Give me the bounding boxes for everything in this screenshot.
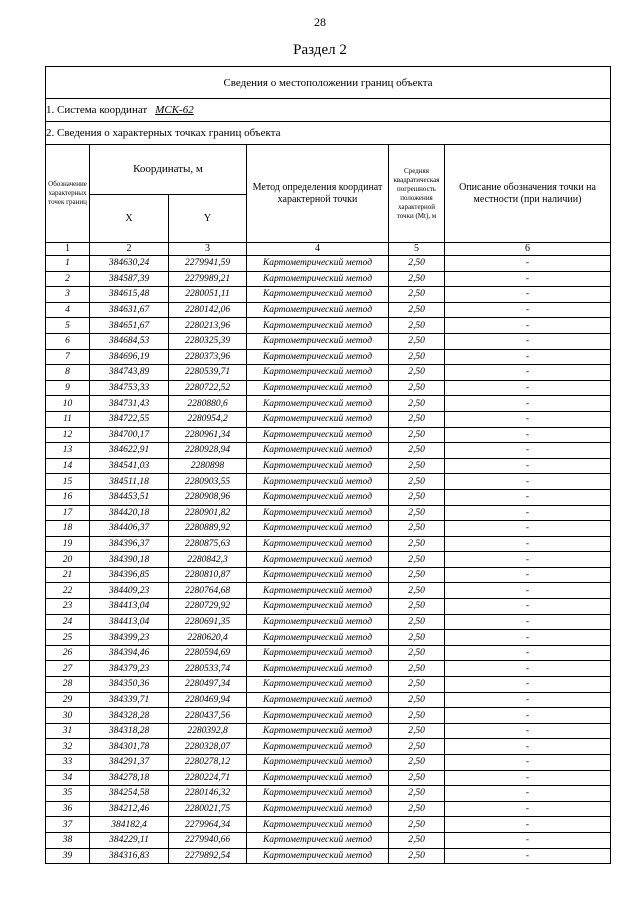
coord-system-row	[46, 99, 611, 122]
points-section-label: 2. Сведения о характерных точках границ объекта	[46, 122, 611, 145]
x-coordinate-cell: 384254,58	[90, 786, 169, 802]
point-number-cell: 15	[46, 474, 90, 490]
method-cell: Картометрический метод	[247, 349, 389, 365]
point-number-cell: 7	[46, 349, 90, 365]
description-cell: -	[445, 443, 611, 459]
header-method: Метод определения координат характерной точки	[247, 145, 389, 243]
error-cell: 2,50	[389, 521, 445, 537]
y-coordinate-cell: 2280213,96	[169, 318, 247, 334]
y-coordinate-cell: 2280880,6	[169, 396, 247, 412]
point-number-cell: 21	[46, 567, 90, 583]
error-cell: 2,50	[389, 567, 445, 583]
error-cell: 2,50	[389, 661, 445, 677]
method-cell: Картометрический метод	[247, 677, 389, 693]
y-coordinate-cell: 2280594,69	[169, 645, 247, 661]
header-coordinates: Координаты, м	[90, 145, 247, 195]
y-coordinate-cell: 2280142,06	[169, 302, 247, 318]
point-number-cell: 8	[46, 365, 90, 381]
y-coordinate-cell: 2280533,74	[169, 661, 247, 677]
error-cell: 2,50	[389, 786, 445, 802]
y-coordinate-cell: 2280722,52	[169, 380, 247, 396]
table-row	[46, 458, 611, 474]
table-row	[46, 396, 611, 412]
table-row	[46, 505, 611, 521]
x-coordinate-cell: 384291,37	[90, 755, 169, 771]
error-cell: 2,50	[389, 817, 445, 833]
x-coordinate-cell: 384328,28	[90, 708, 169, 724]
point-number-cell: 9	[46, 380, 90, 396]
x-coordinate-cell: 384212,46	[90, 801, 169, 817]
point-number-cell: 35	[46, 786, 90, 802]
description-cell: -	[445, 755, 611, 771]
header-description: Описание обозначения точки на местности (при наличии)	[445, 145, 611, 243]
description-cell: -	[445, 474, 611, 490]
point-number-cell: 37	[46, 817, 90, 833]
method-cell: Картометрический метод	[247, 318, 389, 334]
x-coordinate-cell: 384684,53	[90, 333, 169, 349]
x-coordinate-cell: 384394,46	[90, 645, 169, 661]
x-coordinate-cell: 384413,04	[90, 614, 169, 630]
error-cell: 2,50	[389, 614, 445, 630]
point-number-cell: 3	[46, 287, 90, 303]
y-coordinate-cell: 2280889,92	[169, 521, 247, 537]
y-coordinate-cell: 2280691,35	[169, 614, 247, 630]
description-cell: -	[445, 599, 611, 615]
method-cell: Картометрический метод	[247, 256, 389, 272]
x-coordinate-cell: 384399,23	[90, 630, 169, 646]
x-coordinate-cell: 384700,17	[90, 427, 169, 443]
error-cell: 2,50	[389, 505, 445, 521]
error-cell: 2,50	[389, 583, 445, 599]
header-designation: Обозначение характерных точек границ	[46, 145, 90, 243]
description-cell: -	[445, 630, 611, 646]
method-cell: Картометрический метод	[247, 411, 389, 427]
point-number-cell: 13	[46, 443, 90, 459]
y-coordinate-cell: 2280729,92	[169, 599, 247, 615]
error-cell: 2,50	[389, 645, 445, 661]
coord-system-label: 1. Система координат	[46, 104, 148, 116]
method-cell: Картометрический метод	[247, 521, 389, 537]
y-coordinate-cell: 2280903,55	[169, 474, 247, 490]
point-number-cell: 28	[46, 677, 90, 693]
description-cell: -	[445, 521, 611, 537]
description-cell: -	[445, 708, 611, 724]
x-coordinate-cell: 384350,36	[90, 677, 169, 693]
y-coordinate-cell: 2280961,34	[169, 427, 247, 443]
method-cell: Картометрический метод	[247, 723, 389, 739]
description-cell: -	[445, 817, 611, 833]
description-cell: -	[445, 536, 611, 552]
method-cell: Картометрический метод	[247, 333, 389, 349]
header-error: Средняя квадратическая погрешность положения характерной точки (Mt), м	[389, 145, 445, 243]
method-cell: Картометрический метод	[247, 458, 389, 474]
point-number-cell: 39	[46, 848, 90, 864]
description-cell: -	[445, 489, 611, 505]
method-cell: Картометрический метод	[247, 692, 389, 708]
x-coordinate-cell: 384722,55	[90, 411, 169, 427]
x-coordinate-cell: 384379,23	[90, 661, 169, 677]
y-coordinate-cell: 2279941,59	[169, 256, 247, 272]
point-number-cell: 17	[46, 505, 90, 521]
point-number-cell: 11	[46, 411, 90, 427]
description-cell: -	[445, 271, 611, 287]
y-coordinate-cell: 2280469,94	[169, 692, 247, 708]
y-coordinate-cell: 2280497,34	[169, 677, 247, 693]
header-x: X	[90, 195, 169, 243]
y-coordinate-cell: 2279964,34	[169, 817, 247, 833]
y-coordinate-cell: 2279989,21	[169, 271, 247, 287]
x-coordinate-cell: 384630,24	[90, 256, 169, 272]
error-cell: 2,50	[389, 755, 445, 771]
method-cell: Картометрический метод	[247, 661, 389, 677]
point-number-cell: 20	[46, 552, 90, 568]
method-cell: Картометрический метод	[247, 427, 389, 443]
method-cell: Картометрический метод	[247, 755, 389, 771]
x-coordinate-cell: 384396,85	[90, 567, 169, 583]
point-number-cell: 24	[46, 614, 90, 630]
method-cell: Картометрический метод	[247, 739, 389, 755]
point-number-cell: 30	[46, 708, 90, 724]
table-row	[46, 832, 611, 848]
table-row	[46, 723, 611, 739]
x-coordinate-cell: 384511,18	[90, 474, 169, 490]
description-cell: -	[445, 505, 611, 521]
point-number-cell: 4	[46, 302, 90, 318]
method-cell: Картометрический метод	[247, 302, 389, 318]
y-coordinate-cell: 2280928,94	[169, 443, 247, 459]
x-coordinate-cell: 384406,37	[90, 521, 169, 537]
description-cell: -	[445, 287, 611, 303]
point-number-cell: 38	[46, 832, 90, 848]
table-row	[46, 380, 611, 396]
table-row	[46, 755, 611, 771]
description-cell: -	[445, 614, 611, 630]
error-cell: 2,50	[389, 739, 445, 755]
error-cell: 2,50	[389, 333, 445, 349]
table-row	[46, 536, 611, 552]
y-coordinate-cell: 2280539,71	[169, 365, 247, 381]
error-cell: 2,50	[389, 349, 445, 365]
description-cell: -	[445, 427, 611, 443]
table-row	[46, 583, 611, 599]
point-number-cell: 6	[46, 333, 90, 349]
x-coordinate-cell: 384622,91	[90, 443, 169, 459]
x-coordinate-cell: 384339,71	[90, 692, 169, 708]
method-cell: Картометрический метод	[247, 645, 389, 661]
y-coordinate-cell: 2280908,96	[169, 489, 247, 505]
error-cell: 2,50	[389, 536, 445, 552]
table-row	[46, 271, 611, 287]
table-row	[46, 489, 611, 505]
x-coordinate-cell: 384316,83	[90, 848, 169, 864]
description-cell: -	[445, 302, 611, 318]
table-row	[46, 521, 611, 537]
point-number-cell: 26	[46, 645, 90, 661]
x-coordinate-cell: 384390,18	[90, 552, 169, 568]
table-row	[46, 427, 611, 443]
x-coordinate-cell: 384541,03	[90, 458, 169, 474]
point-number-cell: 5	[46, 318, 90, 334]
description-cell: -	[445, 677, 611, 693]
method-cell: Картометрический метод	[247, 786, 389, 802]
table-row	[46, 708, 611, 724]
method-cell: Картометрический метод	[247, 599, 389, 615]
method-cell: Картометрический метод	[247, 801, 389, 817]
column-number: 4	[247, 243, 389, 256]
table-row	[46, 474, 611, 490]
point-number-cell: 22	[46, 583, 90, 599]
method-cell: Картометрический метод	[247, 365, 389, 381]
method-cell: Картометрический метод	[247, 474, 389, 490]
method-cell: Картометрический метод	[247, 380, 389, 396]
table-row	[46, 739, 611, 755]
point-number-cell: 2	[46, 271, 90, 287]
method-cell: Картометрический метод	[247, 848, 389, 864]
table-row	[46, 349, 611, 365]
error-cell: 2,50	[389, 365, 445, 381]
y-coordinate-cell: 2280954,2	[169, 411, 247, 427]
method-cell: Картометрический метод	[247, 443, 389, 459]
description-cell: -	[445, 567, 611, 583]
method-cell: Картометрический метод	[247, 271, 389, 287]
table-row	[46, 614, 611, 630]
x-coordinate-cell: 384182,4	[90, 817, 169, 833]
error-cell: 2,50	[389, 770, 445, 786]
error-cell: 2,50	[389, 677, 445, 693]
description-cell: -	[445, 552, 611, 568]
table-row	[46, 567, 611, 583]
method-cell: Картометрический метод	[247, 567, 389, 583]
y-coordinate-cell: 2280437,56	[169, 708, 247, 724]
y-coordinate-cell: 2280051,11	[169, 287, 247, 303]
description-cell: -	[445, 318, 611, 334]
error-cell: 2,50	[389, 599, 445, 615]
method-cell: Картометрический метод	[247, 489, 389, 505]
column-number: 2	[90, 243, 169, 256]
error-cell: 2,50	[389, 287, 445, 303]
error-cell: 2,50	[389, 443, 445, 459]
error-cell: 2,50	[389, 630, 445, 646]
description-cell: -	[445, 583, 611, 599]
y-coordinate-cell: 2280392,8	[169, 723, 247, 739]
method-cell: Картометрический метод	[247, 505, 389, 521]
x-coordinate-cell: 384301,78	[90, 739, 169, 755]
error-cell: 2,50	[389, 723, 445, 739]
y-coordinate-cell: 2280325,39	[169, 333, 247, 349]
method-cell: Картометрический метод	[247, 832, 389, 848]
x-coordinate-cell: 384396,37	[90, 536, 169, 552]
description-cell: -	[445, 770, 611, 786]
x-coordinate-cell: 384615,48	[90, 287, 169, 303]
y-coordinate-cell: 2279940,66	[169, 832, 247, 848]
error-cell: 2,50	[389, 552, 445, 568]
boundary-points-table	[45, 66, 611, 864]
method-cell: Картометрический метод	[247, 630, 389, 646]
table-row	[46, 692, 611, 708]
description-cell: -	[445, 692, 611, 708]
table-row	[46, 786, 611, 802]
point-number-cell: 33	[46, 755, 90, 771]
description-cell: -	[445, 786, 611, 802]
point-number-cell: 12	[46, 427, 90, 443]
error-cell: 2,50	[389, 427, 445, 443]
error-cell: 2,50	[389, 848, 445, 864]
column-number-row	[46, 243, 611, 256]
error-cell: 2,50	[389, 271, 445, 287]
description-cell: -	[445, 645, 611, 661]
point-number-cell: 29	[46, 692, 90, 708]
error-cell: 2,50	[389, 380, 445, 396]
description-cell: -	[445, 256, 611, 272]
description-cell: -	[445, 411, 611, 427]
y-coordinate-cell: 2279892,54	[169, 848, 247, 864]
table-row	[46, 365, 611, 381]
x-coordinate-cell: 384453,51	[90, 489, 169, 505]
error-cell: 2,50	[389, 474, 445, 490]
table-row	[46, 599, 611, 615]
page-number: 28	[314, 15, 326, 29]
table-row	[46, 318, 611, 334]
coord-system-value: МСК-62	[155, 104, 194, 116]
point-number-cell: 31	[46, 723, 90, 739]
x-coordinate-cell: 384413,04	[90, 599, 169, 615]
y-coordinate-cell: 2280021,75	[169, 801, 247, 817]
point-number-cell: 16	[46, 489, 90, 505]
y-coordinate-cell: 2280898	[169, 458, 247, 474]
y-coordinate-cell: 2280278,12	[169, 755, 247, 771]
column-number: 6	[445, 243, 611, 256]
y-coordinate-cell: 2280764,68	[169, 583, 247, 599]
table-row	[46, 552, 611, 568]
table-row	[46, 256, 611, 272]
x-coordinate-cell: 384651,67	[90, 318, 169, 334]
table-row	[46, 848, 611, 864]
error-cell: 2,50	[389, 411, 445, 427]
point-number-cell: 27	[46, 661, 90, 677]
error-cell: 2,50	[389, 318, 445, 334]
x-coordinate-cell: 384229,11	[90, 832, 169, 848]
point-number-cell: 18	[46, 521, 90, 537]
error-cell: 2,50	[389, 302, 445, 318]
y-coordinate-cell: 2280810,87	[169, 567, 247, 583]
y-coordinate-cell: 2280224,71	[169, 770, 247, 786]
table-row	[46, 645, 611, 661]
point-number-cell: 1	[46, 256, 90, 272]
table-title: Сведения о местоположении границ объекта	[46, 67, 611, 99]
table-row	[46, 801, 611, 817]
y-coordinate-cell: 2280328,07	[169, 739, 247, 755]
x-coordinate-cell: 384318,28	[90, 723, 169, 739]
method-cell: Картометрический метод	[247, 552, 389, 568]
column-number: 5	[389, 243, 445, 256]
point-number-cell: 10	[46, 396, 90, 412]
section-title: Раздел 2	[293, 42, 347, 58]
y-coordinate-cell: 2280875,63	[169, 536, 247, 552]
table-row	[46, 677, 611, 693]
x-coordinate-cell: 384409,23	[90, 583, 169, 599]
description-cell: -	[445, 739, 611, 755]
description-cell: -	[445, 848, 611, 864]
point-number-cell: 34	[46, 770, 90, 786]
table-row	[46, 411, 611, 427]
method-cell: Картометрический метод	[247, 396, 389, 412]
point-number-cell: 32	[46, 739, 90, 755]
point-number-cell: 23	[46, 599, 90, 615]
table-row	[46, 333, 611, 349]
error-cell: 2,50	[389, 256, 445, 272]
method-cell: Картометрический метод	[247, 583, 389, 599]
error-cell: 2,50	[389, 692, 445, 708]
x-coordinate-cell: 384420,18	[90, 505, 169, 521]
y-coordinate-cell: 2280842,3	[169, 552, 247, 568]
column-number: 1	[46, 243, 90, 256]
x-coordinate-cell: 384731,43	[90, 396, 169, 412]
table-row	[46, 302, 611, 318]
description-cell: -	[445, 832, 611, 848]
description-cell: -	[445, 458, 611, 474]
error-cell: 2,50	[389, 832, 445, 848]
x-coordinate-cell: 384587,39	[90, 271, 169, 287]
x-coordinate-cell: 384631,67	[90, 302, 169, 318]
column-number: 3	[169, 243, 247, 256]
x-coordinate-cell: 384278,18	[90, 770, 169, 786]
method-cell: Картометрический метод	[247, 287, 389, 303]
error-cell: 2,50	[389, 458, 445, 474]
table-row	[46, 770, 611, 786]
table-row	[46, 287, 611, 303]
description-cell: -	[445, 801, 611, 817]
x-coordinate-cell: 384743,89	[90, 365, 169, 381]
y-coordinate-cell: 2280901,82	[169, 505, 247, 521]
table-row	[46, 817, 611, 833]
point-number-cell: 36	[46, 801, 90, 817]
description-cell: -	[445, 380, 611, 396]
table-row	[46, 630, 611, 646]
method-cell: Картометрический метод	[247, 770, 389, 786]
y-coordinate-cell: 2280146,32	[169, 786, 247, 802]
x-coordinate-cell: 384753,33	[90, 380, 169, 396]
description-cell: -	[445, 661, 611, 677]
y-coordinate-cell: 2280620,4	[169, 630, 247, 646]
description-cell: -	[445, 723, 611, 739]
table-row	[46, 661, 611, 677]
error-cell: 2,50	[389, 708, 445, 724]
point-number-cell: 25	[46, 630, 90, 646]
header-y: Y	[169, 195, 247, 243]
table-row	[46, 443, 611, 459]
description-cell: -	[445, 396, 611, 412]
point-number-cell: 19	[46, 536, 90, 552]
description-cell: -	[445, 333, 611, 349]
description-cell: -	[445, 365, 611, 381]
method-cell: Картометрический метод	[247, 614, 389, 630]
error-cell: 2,50	[389, 396, 445, 412]
y-coordinate-cell: 2280373,96	[169, 349, 247, 365]
method-cell: Картометрический метод	[247, 536, 389, 552]
point-number-cell: 14	[46, 458, 90, 474]
method-cell: Картометрический метод	[247, 817, 389, 833]
method-cell: Картометрический метод	[247, 708, 389, 724]
x-coordinate-cell: 384696,19	[90, 349, 169, 365]
error-cell: 2,50	[389, 801, 445, 817]
description-cell: -	[445, 349, 611, 365]
error-cell: 2,50	[389, 489, 445, 505]
